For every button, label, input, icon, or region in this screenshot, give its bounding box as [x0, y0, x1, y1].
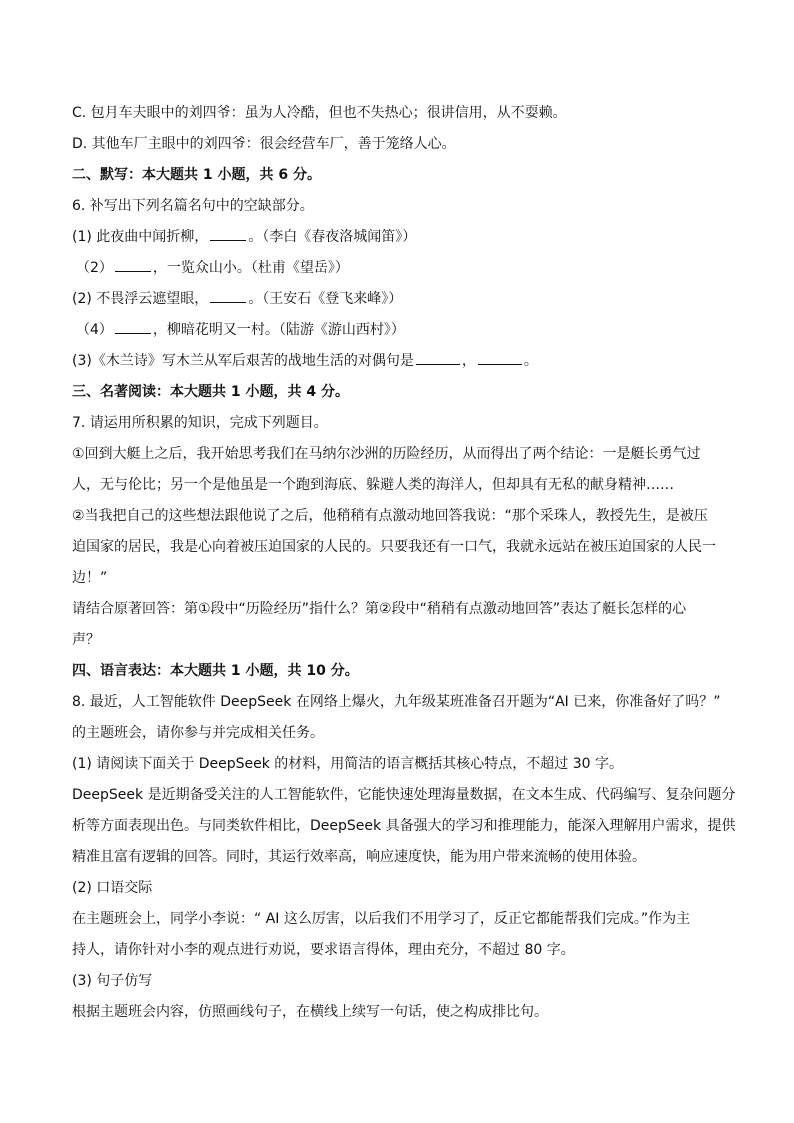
passage-line: 边！” — [72, 570, 108, 586]
section-heading-dictation: 二、默写：本大题共 1 小题，共 6 分。 — [72, 167, 321, 183]
question-8-prompt: 的主题班会，请你参与并完成相关任务。 — [72, 725, 324, 741]
item-text: （2） — [76, 260, 113, 276]
question-7-task: 声？ — [72, 632, 100, 648]
item-text: （4） — [76, 322, 113, 338]
question-6-prompt: 6. 补写出下列名篇名句中的空缺部分。 — [72, 198, 314, 214]
item-text: ，一览众山小。（杜甫《望岳》） — [152, 260, 349, 276]
section-heading-classics: 三、名著阅读：本大题共 1 小题，共 4 分。 — [72, 384, 349, 400]
passage-line: 迫国家的居民，我是心向着被压迫国家的人民的。只要我还有一口气，我就永远站在被压迫国家的人民一 — [72, 539, 716, 555]
item-text: ， — [461, 353, 476, 369]
option-c: C. 包月车夫眼中的刘四爷：虽为人冷酷，但也不失热心；很讲信用，从不耍赖。 — [72, 105, 567, 121]
question-7-task: 请结合原著回答：第①段中“历险经历”指什么？第②段中“稍稍有点激动地回答”表达了艇长怎样的心 — [72, 601, 687, 617]
answer-blank[interactable] — [416, 350, 460, 365]
passage-line: ②当我把自己的这些想法跟他说了之后，他稍稍有点激动地回答我说：“那个采珠人，教授先生，是被压 — [72, 508, 708, 524]
option-d: D. 其他车厂主眼中的刘四爷：很会经营车厂，善于笼络人心。 — [72, 136, 456, 152]
item-text: (3)《木兰诗》写木兰从军后艰苦的战地生活的对偶句是 — [72, 353, 414, 369]
item-text: (2) 不畏浮云遮望眼， — [72, 291, 209, 307]
passage-line: ①回到大艇上之后，我开始思考我们在马纳尔沙洲的历险经历，从而得出了两个结论：一是艇长勇气过 — [72, 446, 701, 462]
answer-blank[interactable] — [115, 257, 151, 272]
subquestion-1: (1) 请阅读下面关于 DeepSeek 的材料，用简洁的语言概括其核心特点，不超过 30 字。 — [72, 756, 624, 772]
section-heading-language: 四、语言表达：本大题共 1 小题，共 10 分。 — [72, 663, 359, 679]
subquestion-2-text: 持人，请你针对小李的观点进行劝说，要求语言得体，理由充分，不超过 80 字。 — [72, 942, 575, 958]
question-6-item — [72, 346, 737, 377]
question-6-item — [72, 315, 737, 346]
subquestion-2-title: (2) 口语交际 — [72, 880, 153, 896]
material-line: 析等方面表现出色。与同类软件相比，DeepSeek 具备强大的学习和推理能力，能深入理解用户需求，提供 — [72, 818, 736, 834]
question-6-item — [72, 222, 737, 253]
answer-blank[interactable] — [210, 288, 246, 303]
question-7-prompt: 7. 请运用所积累的知识，完成下列题目。 — [72, 415, 328, 431]
document-body — [72, 98, 737, 1028]
subquestion-3-text: 根据主题班会内容，仿照画线句子，在横线上续写一句话，使之构成排比句。 — [72, 1004, 548, 1020]
subquestion-3-title: (3) 句子仿写 — [72, 973, 153, 989]
item-text: 。（王安石《登飞来峰》） — [248, 291, 403, 307]
question-6-item — [72, 284, 737, 315]
answer-blank[interactable] — [210, 226, 246, 241]
passage-line: 人，无与伦比；另一个是他虽是一个跑到海底、躲避人类的海洋人，但却具有无私的献身精神…… — [72, 477, 674, 493]
item-text: ，柳暗花明又一村。（陆游《游山西村》） — [152, 322, 405, 338]
material-line: DeepSeek 是近期备受关注的人工智能软件，它能快速处理海量数据，在文本生成、代码编写、复杂问题分 — [72, 787, 736, 803]
item-text: (1) 此夜曲中闻折柳， — [72, 229, 209, 245]
item-text: 。（李白《春夜洛城闻笛》） — [248, 229, 417, 245]
question-8-prompt: 8. 最近，人工智能软件 DeepSeek 在网络上爆火，九年级某班准备召开题为“AI 已来，你准备好了吗？” — [72, 694, 721, 710]
answer-blank[interactable] — [115, 319, 151, 334]
material-line: 精准且富有逻辑的回答。同时，其运行效率高，响应速度快，能为用户带来流畅的使用体验。 — [72, 849, 646, 865]
subquestion-2-text: 在主题班会上，同学小李说：“ AI 这么厉害，以后我们不用学习了，反正它都能帮我们完成。”作为主 — [72, 911, 691, 927]
answer-blank[interactable] — [478, 350, 522, 365]
question-6-item — [72, 253, 737, 284]
item-text: 。 — [523, 353, 538, 369]
